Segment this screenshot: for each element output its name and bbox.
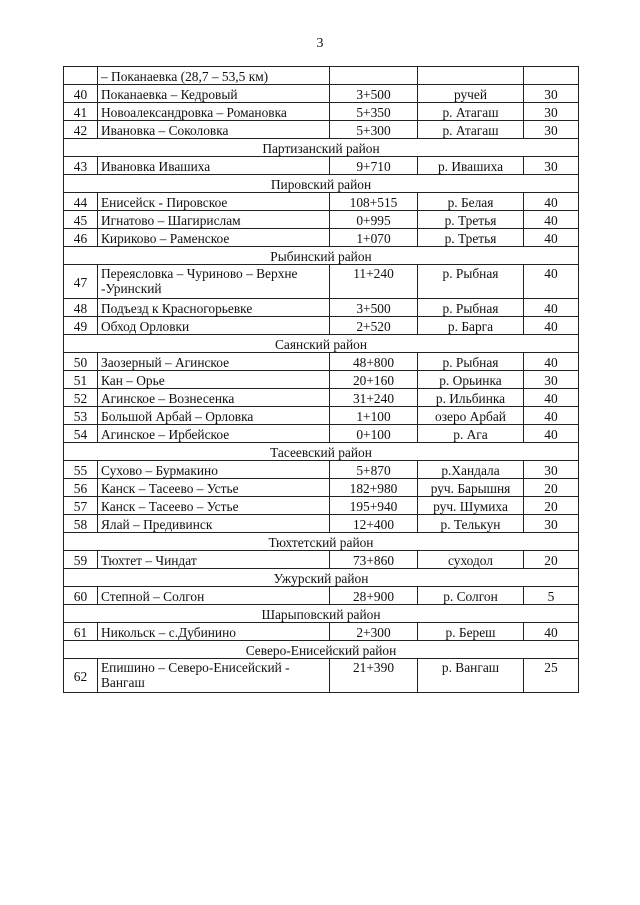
row-number: 55 [64, 461, 98, 479]
row-number: 43 [64, 157, 98, 175]
value-cell: 30 [524, 157, 579, 175]
water-obstacle: р. Рыбная [418, 265, 524, 299]
route-name: Заозерный – Агинское [98, 353, 330, 371]
kilometer-mark: 5+350 [330, 103, 418, 121]
value-cell: 20 [524, 497, 579, 515]
table-row [64, 461, 579, 479]
row-number: 42 [64, 121, 98, 139]
water-obstacle: р.Хандала [418, 461, 524, 479]
water-obstacle: р. Белая [418, 193, 524, 211]
water-obstacle: р. Атагаш [418, 121, 524, 139]
table-row [64, 103, 579, 121]
route-name: Переясловка – Чуриново – Верхне -Уринский [98, 265, 330, 299]
row-number: 44 [64, 193, 98, 211]
kilometer-mark: 5+300 [330, 121, 418, 139]
route-name: Сухово – Бурмакино [98, 461, 330, 479]
district-name: Рыбинский район [64, 247, 579, 265]
water-obstacle: р. Рыбная [418, 299, 524, 317]
table-row [64, 623, 579, 641]
value-cell: 30 [524, 85, 579, 103]
row-number: 50 [64, 353, 98, 371]
row-number: 45 [64, 211, 98, 229]
kilometer-mark: 12+400 [330, 515, 418, 533]
value-cell: 40 [524, 193, 579, 211]
value-cell: 5 [524, 587, 579, 605]
table-row [64, 299, 579, 317]
district-name: Пировский район [64, 175, 579, 193]
kilometer-mark: 3+500 [330, 299, 418, 317]
water-obstacle: р. Рыбная [418, 353, 524, 371]
value-cell: 20 [524, 551, 579, 569]
table-row [64, 353, 579, 371]
water-obstacle: р. Третья [418, 229, 524, 247]
kilometer-mark: 0+100 [330, 425, 418, 443]
row-number: 49 [64, 317, 98, 335]
table-row [64, 425, 579, 443]
table-row [64, 371, 579, 389]
value-cell: 30 [524, 461, 579, 479]
route-name: Ивановка Ивашиха [98, 157, 330, 175]
route-name: Ялай – Предивинск [98, 515, 330, 533]
value-cell: 30 [524, 371, 579, 389]
route-name: Кириково – Раменское [98, 229, 330, 247]
table-row [64, 389, 579, 407]
route-name: Обход Орловки [98, 317, 330, 335]
district-header-row [64, 247, 579, 265]
row-number: 56 [64, 479, 98, 497]
page-number: 3 [316, 36, 324, 51]
water-obstacle: ручей [418, 85, 524, 103]
value-cell: 40 [524, 229, 579, 247]
district-header-row [64, 641, 579, 659]
row-number: 61 [64, 623, 98, 641]
water-obstacle: р. Телькун [418, 515, 524, 533]
route-name: Ивановка – Соколовка [98, 121, 330, 139]
table-row [64, 229, 579, 247]
table-row [64, 317, 579, 335]
value-cell: 40 [524, 299, 579, 317]
district-header-row [64, 175, 579, 193]
roads-table [63, 66, 579, 693]
table-row [64, 551, 579, 569]
district-name: Саянский район [64, 335, 579, 353]
kilometer-mark: 108+515 [330, 193, 418, 211]
route-name: Игнатово – Шагирислам [98, 211, 330, 229]
table-row [64, 587, 579, 605]
row-number: 62 [64, 659, 98, 693]
water-obstacle: руч. Барышня [418, 479, 524, 497]
kilometer-mark: 2+520 [330, 317, 418, 335]
table-row [64, 193, 579, 211]
kilometer-mark: 28+900 [330, 587, 418, 605]
value-cell [524, 67, 579, 85]
district-header-row [64, 569, 579, 587]
kilometer-mark [330, 67, 418, 85]
route-name: Агинское – Ирбейское [98, 425, 330, 443]
route-name: Кан – Орье [98, 371, 330, 389]
district-header-row [64, 443, 579, 461]
water-obstacle: р. Ага [418, 425, 524, 443]
kilometer-mark: 3+500 [330, 85, 418, 103]
district-header-row [64, 533, 579, 551]
route-name: Подъезд к Красногорьевке [98, 299, 330, 317]
water-obstacle: р. Солгон [418, 587, 524, 605]
district-header-row [64, 335, 579, 353]
route-name: – Поканаевка (28,7 – 53,5 км) [98, 67, 330, 85]
table-row [64, 67, 579, 85]
water-obstacle: руч. Шумиха [418, 497, 524, 515]
district-name: Ужурский район [64, 569, 579, 587]
table-row [64, 265, 579, 299]
row-number: 47 [64, 265, 98, 299]
row-number: 48 [64, 299, 98, 317]
kilometer-mark: 31+240 [330, 389, 418, 407]
value-cell: 20 [524, 479, 579, 497]
value-cell: 25 [524, 659, 579, 693]
row-number: 58 [64, 515, 98, 533]
table-row [64, 515, 579, 533]
route-name: Никольск – с.Дубинино [98, 623, 330, 641]
kilometer-mark: 1+070 [330, 229, 418, 247]
water-obstacle: р. Третья [418, 211, 524, 229]
route-name: Канск – Тасеево – Устье [98, 479, 330, 497]
row-number [64, 67, 98, 85]
route-name: Епишино – Северо-Енисейский - Вангаш [98, 659, 330, 693]
value-cell: 40 [524, 353, 579, 371]
table-row [64, 85, 579, 103]
water-obstacle: р. Ильбинка [418, 389, 524, 407]
water-obstacle: р. Ивашиха [418, 157, 524, 175]
row-number: 59 [64, 551, 98, 569]
route-name: Тюхтет – Чиндат [98, 551, 330, 569]
water-obstacle: р. Барга [418, 317, 524, 335]
value-cell: 30 [524, 103, 579, 121]
value-cell: 40 [524, 389, 579, 407]
route-name: Канск – Тасеево – Устье [98, 497, 330, 515]
route-name: Агинское – Вознесенка [98, 389, 330, 407]
district-name: Шарыповский район [64, 605, 579, 623]
route-name: Поканаевка – Кедровый [98, 85, 330, 103]
kilometer-mark: 73+860 [330, 551, 418, 569]
row-number: 51 [64, 371, 98, 389]
value-cell: 40 [524, 425, 579, 443]
kilometer-mark: 21+390 [330, 659, 418, 693]
row-number: 41 [64, 103, 98, 121]
kilometer-mark: 9+710 [330, 157, 418, 175]
row-number: 53 [64, 407, 98, 425]
water-obstacle: р. Орьинка [418, 371, 524, 389]
row-number: 60 [64, 587, 98, 605]
value-cell: 40 [524, 317, 579, 335]
row-number: 46 [64, 229, 98, 247]
water-obstacle: р. Вангаш [418, 659, 524, 693]
route-name: Большой Арбай – Орловка [98, 407, 330, 425]
kilometer-mark: 5+870 [330, 461, 418, 479]
kilometer-mark: 182+980 [330, 479, 418, 497]
kilometer-mark: 0+995 [330, 211, 418, 229]
water-obstacle: р. Береш [418, 623, 524, 641]
table-row [64, 659, 579, 693]
route-name: Енисейск - Пировское [98, 193, 330, 211]
value-cell: 30 [524, 121, 579, 139]
value-cell: 40 [524, 623, 579, 641]
district-name: Тасеевский район [64, 443, 579, 461]
table-row [64, 407, 579, 425]
row-number: 57 [64, 497, 98, 515]
route-name: Новоалександровка – Романовка [98, 103, 330, 121]
water-obstacle: суходол [418, 551, 524, 569]
table-row [64, 211, 579, 229]
kilometer-mark: 48+800 [330, 353, 418, 371]
value-cell: 30 [524, 515, 579, 533]
route-name: Степной – Солгон [98, 587, 330, 605]
value-cell: 40 [524, 265, 579, 299]
district-name: Тюхтетский район [64, 533, 579, 551]
row-number: 40 [64, 85, 98, 103]
row-number: 52 [64, 389, 98, 407]
table-row [64, 479, 579, 497]
table-row [64, 121, 579, 139]
district-header-row [64, 139, 579, 157]
kilometer-mark: 195+940 [330, 497, 418, 515]
value-cell: 40 [524, 211, 579, 229]
water-obstacle: р. Атагаш [418, 103, 524, 121]
row-number: 54 [64, 425, 98, 443]
kilometer-mark: 1+100 [330, 407, 418, 425]
district-name: Партизанский район [64, 139, 579, 157]
district-header-row [64, 605, 579, 623]
value-cell: 40 [524, 407, 579, 425]
table-row [64, 157, 579, 175]
kilometer-mark: 20+160 [330, 371, 418, 389]
water-obstacle: озеро Арбай [418, 407, 524, 425]
kilometer-mark: 2+300 [330, 623, 418, 641]
table-row [64, 497, 579, 515]
water-obstacle [418, 67, 524, 85]
district-name: Северо-Енисейский район [64, 641, 579, 659]
kilometer-mark: 11+240 [330, 265, 418, 299]
table-body [64, 67, 579, 693]
